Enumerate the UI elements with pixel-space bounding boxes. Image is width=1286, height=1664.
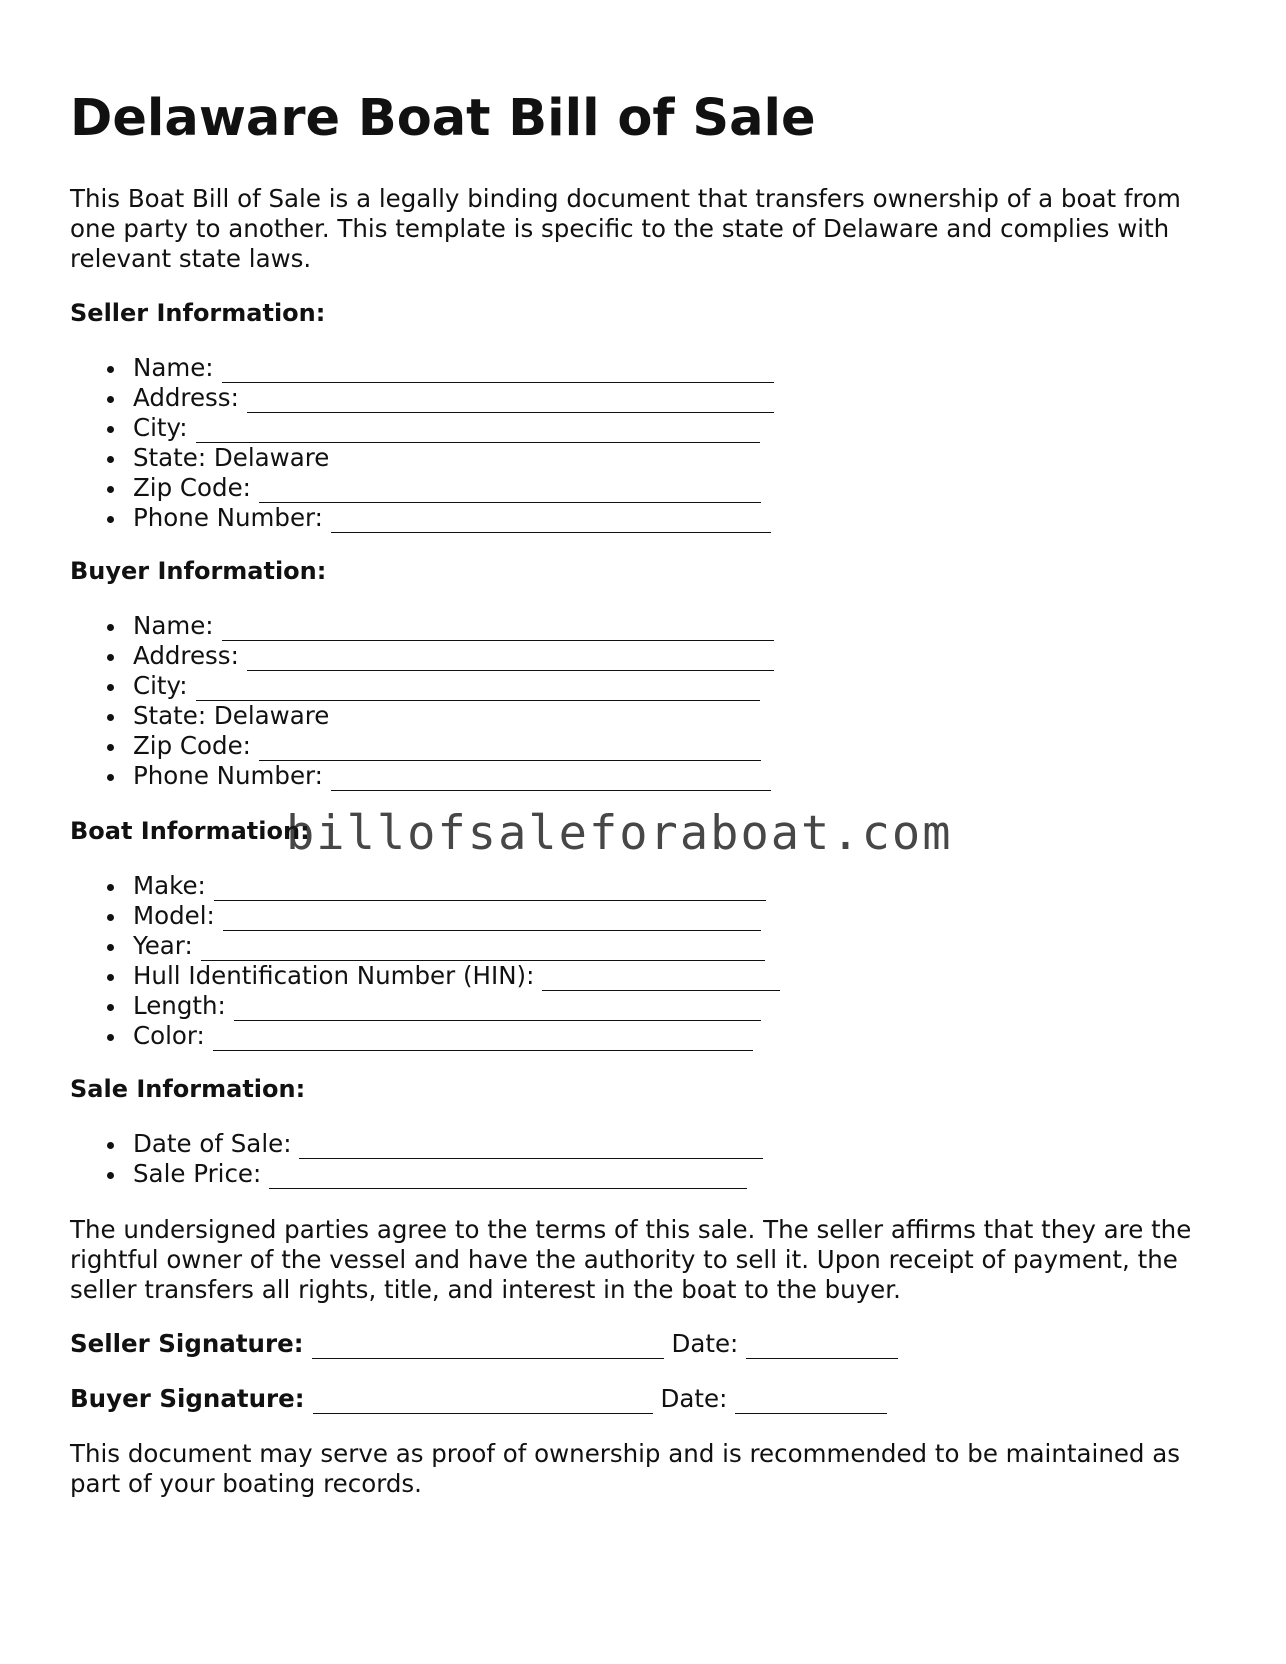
field-label: Address: bbox=[133, 383, 239, 412]
blank-line[interactable] bbox=[201, 936, 765, 961]
blank-line[interactable] bbox=[234, 996, 761, 1021]
boat-year-field bbox=[70, 931, 780, 961]
buyer-signature-row bbox=[70, 1384, 887, 1414]
field-label: Zip Code: bbox=[133, 473, 251, 502]
boat-model-field bbox=[70, 901, 780, 931]
blank-line[interactable] bbox=[222, 358, 774, 383]
blank-line[interactable] bbox=[196, 418, 760, 443]
seller-signature-line[interactable] bbox=[312, 1334, 664, 1359]
field-label: Sale Price: bbox=[133, 1159, 262, 1188]
buyer-name-field bbox=[70, 611, 774, 641]
field-label: City: bbox=[133, 671, 188, 700]
buyer-city-field bbox=[70, 671, 774, 701]
intro-paragraph: This Boat Bill of Sale is a legally binding document that transfers ownership of a boat from one party to another. This template is specific to the state of Delaware and complies with relevant state laws. bbox=[70, 184, 1181, 273]
blank-line[interactable] bbox=[247, 646, 774, 671]
boat-length-field bbox=[70, 991, 780, 1021]
field-label: Length: bbox=[133, 991, 226, 1020]
field-label: State: Delaware bbox=[133, 443, 330, 472]
field-label: Color: bbox=[133, 1021, 205, 1050]
blank-line[interactable] bbox=[542, 966, 780, 991]
field-label: Zip Code: bbox=[133, 731, 251, 760]
boat-color-field bbox=[70, 1021, 780, 1051]
seller-zip-field bbox=[70, 473, 774, 503]
seller-signature-label: Seller Signature: bbox=[70, 1329, 304, 1358]
field-label: Phone Number: bbox=[133, 503, 323, 532]
seller-address-field bbox=[70, 383, 774, 413]
buyer-signature-line[interactable] bbox=[313, 1389, 653, 1414]
buyer-signature-label: Buyer Signature: bbox=[70, 1384, 305, 1413]
seller-phone-field bbox=[70, 503, 774, 533]
seller-signature-row bbox=[70, 1329, 898, 1359]
buyer-section-heading: Buyer Information: bbox=[70, 557, 327, 585]
sale-price-field bbox=[70, 1159, 763, 1189]
buyer-zip-field bbox=[70, 731, 774, 761]
blank-line[interactable] bbox=[269, 1164, 747, 1189]
blank-line[interactable] bbox=[247, 388, 774, 413]
blank-line[interactable] bbox=[214, 876, 766, 901]
field-label: Date of Sale: bbox=[133, 1129, 292, 1158]
sale-field-list bbox=[70, 1129, 763, 1189]
seller-section-heading: Seller Information: bbox=[70, 299, 326, 327]
buyer-state-field bbox=[70, 701, 774, 731]
seller-date-line[interactable] bbox=[746, 1334, 898, 1359]
field-label: Model: bbox=[133, 901, 215, 930]
seller-name-field bbox=[70, 353, 774, 383]
buyer-date-line[interactable] bbox=[735, 1389, 887, 1414]
blank-line[interactable] bbox=[299, 1134, 763, 1159]
sale-section-heading: Sale Information: bbox=[70, 1075, 306, 1103]
field-label: Hull Identification Number (HIN): bbox=[133, 961, 535, 990]
field-label: Year: bbox=[133, 931, 193, 960]
seller-field-list bbox=[70, 353, 774, 533]
blank-line[interactable] bbox=[222, 616, 774, 641]
agreement-paragraph: The undersigned parties agree to the terms of this sale. The seller affirms that they are the rightful owner of the vessel and have the authority to sell it. Upon receipt of payment, the seller transfers all rights, title, and interest in the boat to the buyer. bbox=[70, 1215, 1192, 1304]
field-label: Make: bbox=[133, 871, 206, 900]
seller-city-field bbox=[70, 413, 774, 443]
seller-state-field bbox=[70, 443, 774, 473]
field-label: Name: bbox=[133, 353, 214, 382]
site-watermark: billofsaleforaboat.com bbox=[286, 806, 953, 861]
blank-line[interactable] bbox=[213, 1026, 753, 1051]
buyer-address-field bbox=[70, 641, 774, 671]
buyer-date-label: Date: bbox=[660, 1384, 728, 1413]
blank-line[interactable] bbox=[331, 508, 771, 533]
document-title: Delaware Boat Bill of Sale bbox=[70, 89, 816, 148]
blank-line[interactable] bbox=[259, 478, 761, 503]
buyer-field-list bbox=[70, 611, 774, 791]
field-label: Address: bbox=[133, 641, 239, 670]
field-label: Name: bbox=[133, 611, 214, 640]
blank-line[interactable] bbox=[196, 676, 760, 701]
seller-date-label: Date: bbox=[671, 1329, 739, 1358]
boat-field-list bbox=[70, 871, 780, 1051]
boat-hin-field bbox=[70, 961, 780, 991]
sale-date-field bbox=[70, 1129, 763, 1159]
blank-line[interactable] bbox=[331, 766, 771, 791]
boat-make-field bbox=[70, 871, 780, 901]
blank-line[interactable] bbox=[259, 736, 761, 761]
buyer-phone-field bbox=[70, 761, 774, 791]
field-label: City: bbox=[133, 413, 188, 442]
field-label: Phone Number: bbox=[133, 761, 323, 790]
blank-line[interactable] bbox=[223, 906, 761, 931]
field-label: State: Delaware bbox=[133, 701, 330, 730]
boat-section-heading: Boat Information: bbox=[70, 817, 310, 845]
closing-paragraph: This document may serve as proof of ownership and is recommended to be maintained as part of your boating records. bbox=[70, 1439, 1181, 1498]
